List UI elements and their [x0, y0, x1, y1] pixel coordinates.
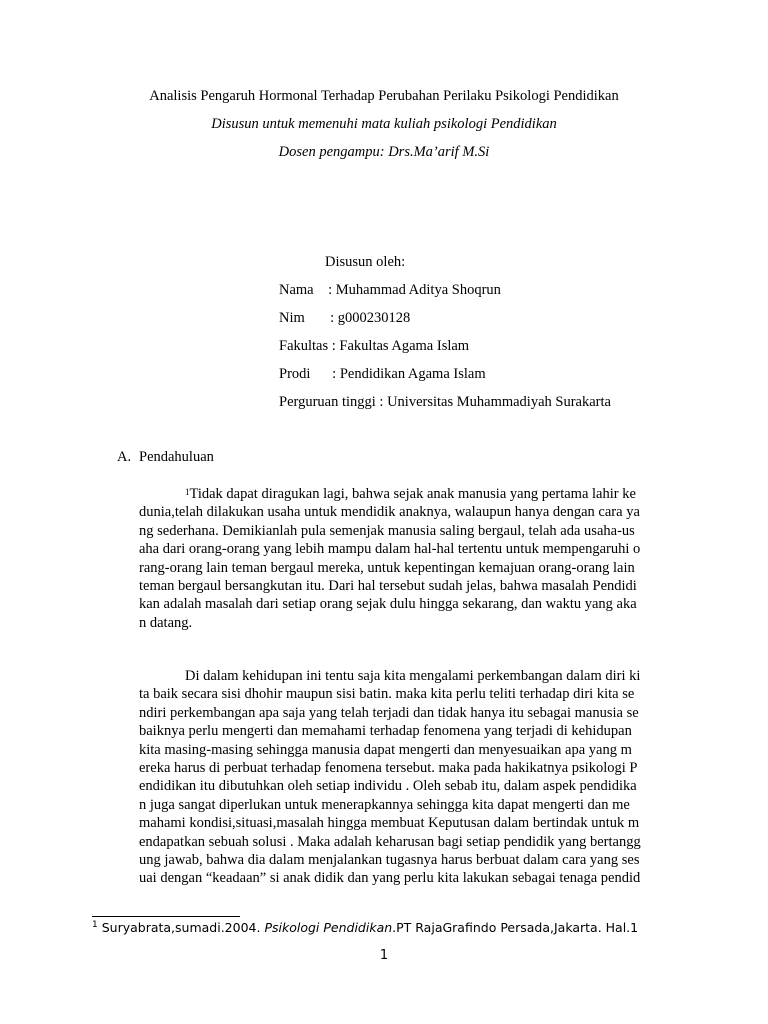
- paragraph-line: ng sederhana. Demikianlah pula semenjak manusia saling bergaul, telah ada usaha-us: [139, 522, 635, 539]
- author-name-line: Nama : Muhammad Aditya Shoqrun: [279, 282, 501, 298]
- paragraph-line: rang-orang lain teman bergaul mereka, untuk kepentingan kemajuan orang-orang lain: [139, 559, 635, 576]
- paragraph-1: [139, 485, 679, 632]
- footnote-reference[interactable]: 1: [185, 487, 190, 497]
- paragraph-line: n datang.: [139, 614, 193, 631]
- paragraph-line: kita masing-masing sehingga manusia dapat mengerti dan menyesuaikan apa yang m: [139, 741, 632, 758]
- paragraph-line: $^1$Tidak dapat diragukan lagi, bahwa sejak anak manusia yang pertama lahir ke: [185, 486, 636, 502]
- section-heading: [117, 449, 214, 466]
- paragraph-line: n juga sangat diperlukan untuk menerapkannya sehingga kita dapat mengerti dan me: [139, 796, 630, 813]
- paragraph-line: endidikan itu dibutuhkan oleh setiap individu . Oleh sebab itu, dalam aspek pendidika: [139, 778, 637, 795]
- author-program-line: Prodi : Pendidikan Agama Islam: [279, 366, 486, 382]
- paragraph-line: aha dari orang-orang yang lebih mampu dalam hal-hal tertentu untuk mempengaruhi o: [139, 541, 641, 558]
- lecturer-line: Dosen pengampu: Drs.Ma’arif M.Si: [278, 144, 490, 160]
- paragraph-line: Di dalam kehidupan ini tentu saja kita mengalami perkembangan dalam diri ki: [185, 668, 641, 684]
- author-by-label: Disusun oleh:: [325, 254, 406, 270]
- page-number: 1: [379, 948, 389, 963]
- paragraph-line: ta baik secara sisi dhohir maupun sisi batin. maka kita perlu teliti terhadap diri kita se: [139, 686, 635, 703]
- paragraph-line: teman bergaul bersangkutan itu. Dari hal tersebut sudah jelas, bahwa masalah Pendidi: [139, 578, 637, 595]
- footnote-marker: 1: [92, 920, 98, 930]
- document-title: Analisis Pengaruh Hormonal Terhadap Perubahan Perilaku Psikologi Pendidikan: [149, 88, 619, 104]
- paragraph-line: kan adalah masalah dari setiap orang sejak dulu hingga sekarang, dan waktu yang aka: [139, 596, 637, 613]
- author-nim-line: Nim : g000230128: [279, 310, 411, 326]
- document-subtitle: Disusun untuk memenuhi mata kuliah psikologi Pendidikan: [211, 116, 557, 132]
- footnote-book-title: Psikologi Pendidikan: [264, 920, 393, 936]
- paragraph-line: endapatkan sebuah solusi . Maka adalah keharusan bagi setiap pendidik yang bertangg: [139, 833, 641, 850]
- section-letter: A.: [117, 449, 132, 465]
- paragraph-line: dunia,telah dilakukan usaha untuk mendidik anaknya, walaupun hanya dengan cara ya: [139, 504, 640, 521]
- section-heading-text: Pendahuluan: [139, 449, 214, 465]
- paragraph-line: ereka harus di perbuat terhadap fenomena tersebut. maka pada hakikatnya psikologi P: [139, 760, 638, 777]
- paragraph-line: baiknya perlu mengerti dan memahami terhadap fenomena yang terjadi di kehidupan: [139, 723, 632, 740]
- paragraph-line: mahami kondisi,situasi,masalah hingga membuat Keputusan dalam bertindak untuk m: [139, 815, 640, 832]
- footnote: $^1$ Suryabrata,sumadi.2004. Psikologi Pendidikan.PT RajaGrafindo Persada,Jakarta. Hal.1: [92, 920, 639, 936]
- paragraph-line: ndiri perkembangan apa saja yang telah terjadi dan tidak hanya itu sebagai manusia se: [139, 704, 639, 721]
- author-university-line: Perguruan tinggi : Universitas Muhammadiyah Surakarta: [279, 394, 611, 410]
- paragraph-line: ung jawab, bahwa dia dalam menjalankan tugasnya harus berbuat dalam cara yang ses: [139, 852, 640, 869]
- author-faculty-line: Fakultas : Fakultas Agama Islam: [279, 338, 470, 354]
- paragraph-2: [139, 667, 679, 888]
- paragraph-line: uai dengan “keadaan” si anak didik dan yang perlu kita lakukan sebagai tenaga pendid: [139, 870, 641, 887]
- footnote-separator: [92, 916, 240, 917]
